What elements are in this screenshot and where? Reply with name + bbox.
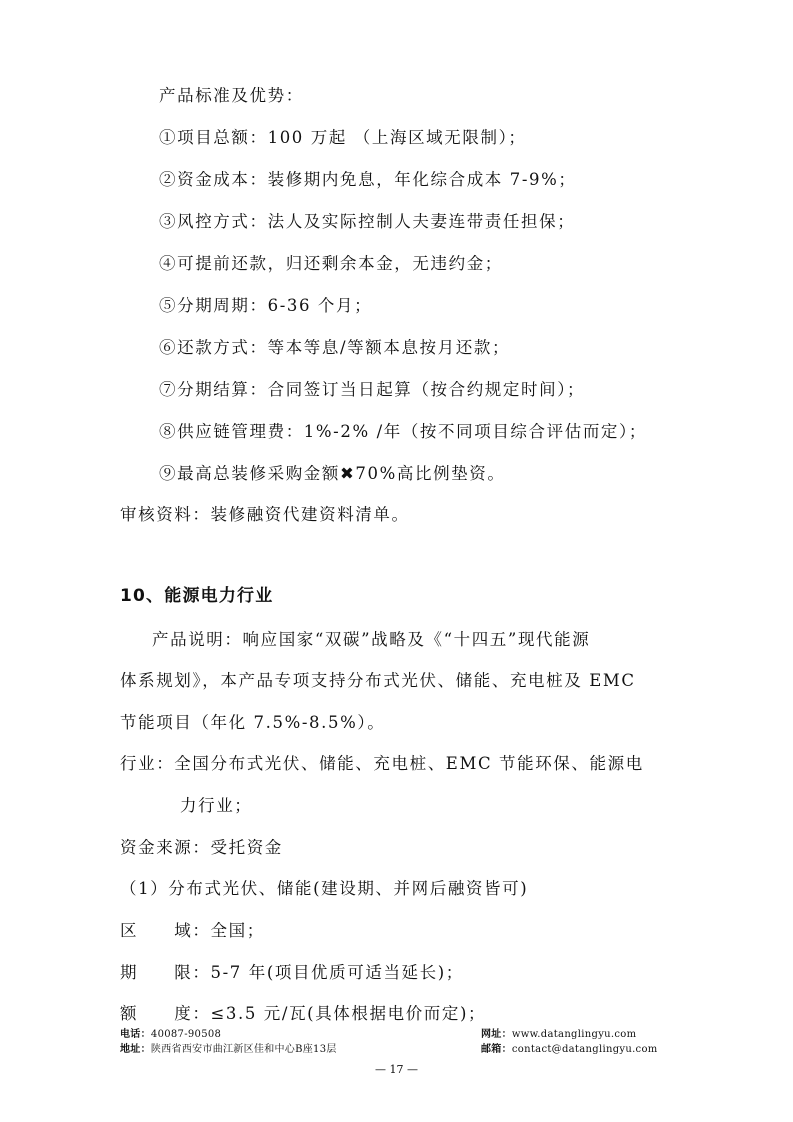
- footer-phone: [120, 1028, 221, 1042]
- region-field: 区 域：全国；: [120, 921, 265, 940]
- fund-source: 资金来源：受托资金: [120, 838, 283, 857]
- amount-field: 额 度：≤3.5 元/瓦(具体根据电价而定)；: [120, 1004, 487, 1023]
- email-link[interactable]: contact@datanglingyu.com: [511, 1044, 658, 1055]
- advantage-item: ⑥还款方式：等本等息/等额本息按月还款；: [159, 338, 511, 357]
- term-field: 期 限：5-7 年(项目优质可适当延长)；: [120, 963, 464, 982]
- industry-line: 力行业；: [180, 796, 253, 815]
- footer-website: [481, 1028, 636, 1042]
- advantage-item: ⑤分期周期：6-36 个月；: [159, 296, 373, 315]
- review-materials: 审核资料：装修融资代建资料清单。: [120, 505, 410, 524]
- footer-address: [120, 1043, 337, 1057]
- section-intro: 产品标准及优势：: [159, 86, 304, 105]
- advantage-item: ⑧供应链管理费：1%-2% /年（按不同项目综合评估而定）；: [159, 422, 647, 441]
- advantage-item: ③风控方式：法人及实际控制人夫妻连带责任担保；: [159, 212, 576, 231]
- advantage-item: ④可提前还款，归还剩余本金，无违约金；: [159, 254, 503, 273]
- phone-label: 电话：: [120, 1029, 151, 1040]
- advantage-item: ①项目总额：100 万起 （上海区域无限制）；: [159, 128, 527, 147]
- email-label: 邮箱：: [481, 1044, 512, 1055]
- phone-value: 40087-90508: [150, 1029, 222, 1040]
- address-label: 地址：: [120, 1044, 151, 1055]
- footer-email: [481, 1043, 658, 1057]
- advantage-item: ⑨最高总装修采购金额✖70%高比例垫资。: [159, 464, 506, 483]
- advantage-item: ⑦分期结算：合同签订当日起算（按合约规定时间）；: [159, 380, 586, 399]
- address-value: 陕西省西安市曲江新区佳和中心B座13层: [150, 1044, 337, 1055]
- section-heading: 10、能源电力行业: [120, 586, 274, 606]
- website-label: 网址：: [481, 1029, 512, 1040]
- description-line: 节能项目（年化 7.5%-8.5%）。: [120, 713, 386, 732]
- sub-item: （1）分布式光伏、储能(建设期、并网后融资皆可): [120, 879, 529, 898]
- industry-line: 行业：全国分布式光伏、储能、充电桩、EMC 节能环保、能源电: [120, 754, 644, 773]
- page-number: — 17 —: [375, 1063, 418, 1076]
- description-line: 体系规划》，本产品专项支持分布式光伏、储能、充电桩及 EMC: [120, 671, 636, 690]
- advantage-item: ②资金成本：装修期内免息，年化综合成本 7-9%；: [159, 170, 577, 189]
- website-link[interactable]: www.datanglingyu.com: [511, 1029, 637, 1040]
- description-line: 产品说明：响应国家“双碳”战略及《“十四五”现代能源: [152, 630, 591, 649]
